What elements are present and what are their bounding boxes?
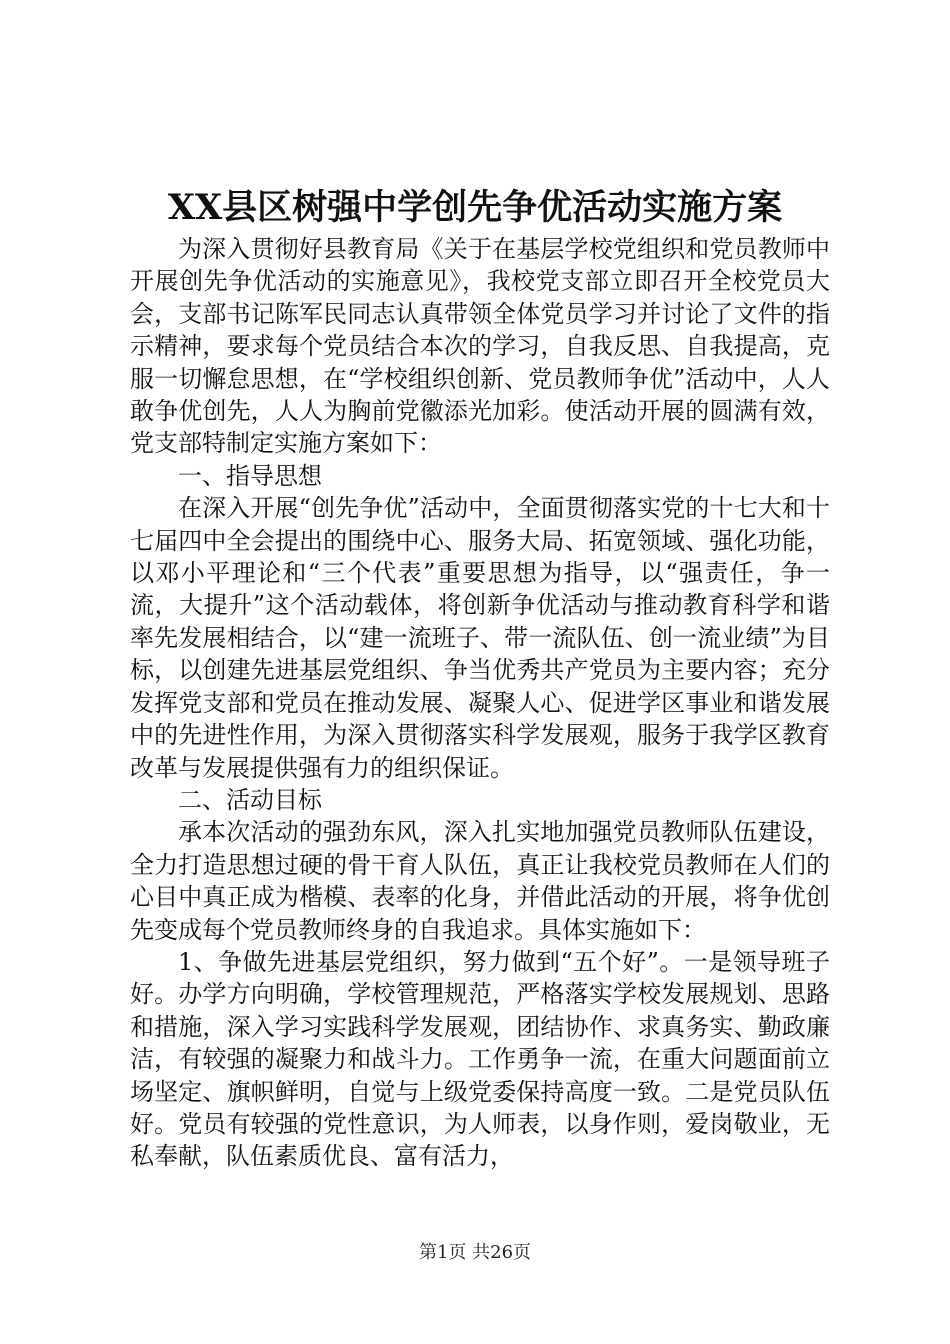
- guiding-ideology-paragraph: 在深入开展“创先争优”活动中，全面贯彻落实党的十七大和十七届四中全会提出的围绕中心、服务大局、拓宽领域、强化功能，以邓小平理论和“三个代表”重要思想为指导，以“强责任，争一流，大提升”这个活动载体，将创新争优活动与推动教育科学和谐率先发展相结合，以“建一流班子、带一流队伍、创一流业绩”为目标，以创建先进基层党组织、争当优秀共产党员为主要内容；充分发挥党支部和党员在推动发展、凝聚人心、促进学区事业和谐发展中的先进性作用，为深入贯彻落实科学发展观，服务于我学区教育改革与发展提供强有力的组织保证。: [130, 494, 830, 782]
- document-title: XX县区树强中学创先争优活动实施方案: [167, 187, 783, 228]
- section-heading-guiding-ideology: 一、指导思想: [178, 461, 322, 490]
- section-heading-activity-goals: 二、活动目标: [178, 785, 322, 814]
- document-body: [130, 233, 830, 1173]
- activity-goals-paragraph: 承本次活动的强劲东风，深入扎实地加强党员教师队伍建设，全力打造思想过硬的骨干育人队伍，真正让我校党员教师在人们的心目中真正成为楷模、表率的化身，并借此活动的开展，将争优创先变成每个党员教师终身的自我追求。具体实施如下：: [130, 818, 830, 944]
- item-one-paragraph: 1、争做先进基层党组织，努力做到“五个好”。一是领导班子好。办学方向明确，学校管理规范，严格落实学校发展规划、思路和措施，深入学习实践科学发展观，团结协作、求真务实、勤政廉洁，有较强的凝聚力和战斗力。工作勇争一流，在重大问题面前立场坚定、旗帜鲜明，自觉与上级党委保持高度一致。二是党员队伍好。党员有较强的党性意识，为人师表，以身作则，爱岗敬业，无私奉献，队伍素质优良、富有活力，: [130, 947, 830, 1171]
- page-footer: 第1页 共26页: [418, 1242, 532, 1263]
- intro-paragraph: 为深入贯彻好县教育局《关于在基层学校党组织和党员教师中开展创先争优活动的实施意见》，我校党支部立即召开全校党员大会，支部书记陈军民同志认真带领全体党员学习并讨论了文件的指示精神，要求每个党员结合本次的学习，自我反思、自我提高，克服一切懈怠思想，在“学校组织创新、党员教师争优”活动中，人人敢争优创先，人人为胸前党徽添光加彩。使活动开展的圆满有效，党支部特制定实施方案如下：: [130, 235, 830, 458]
